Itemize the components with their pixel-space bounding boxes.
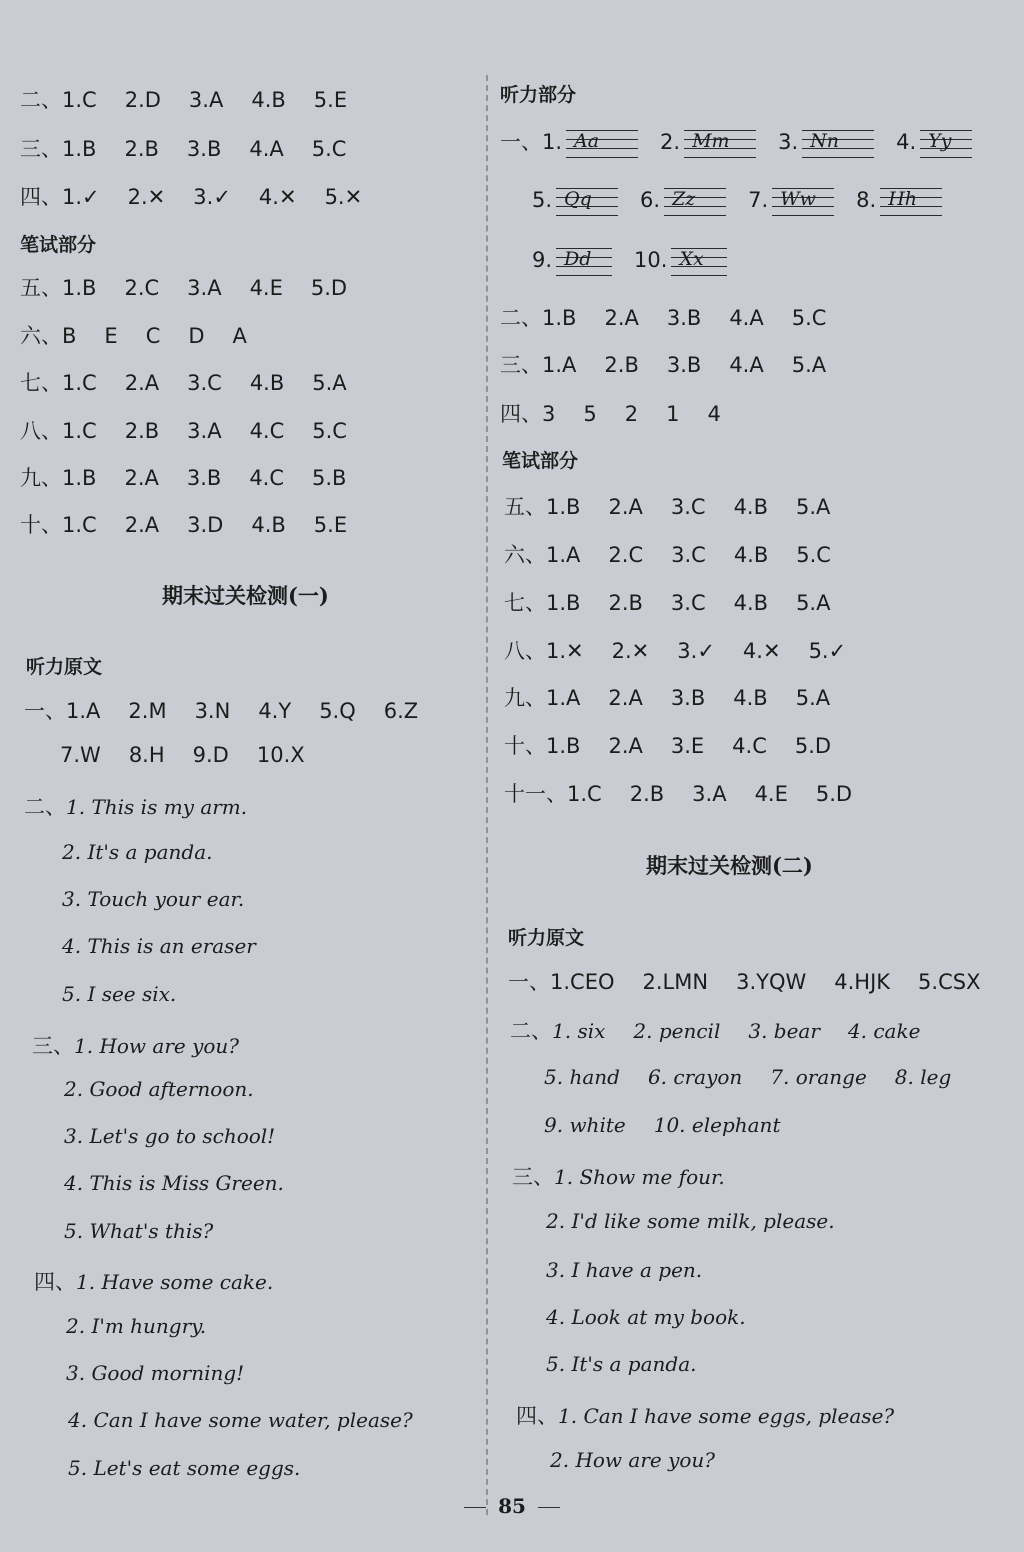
answer: 2.LMN	[642, 970, 709, 994]
transcript-line: 4. This is an eraser	[62, 934, 256, 958]
answer: 4	[707, 402, 721, 426]
transcript-text: 6. crayon	[647, 1065, 743, 1089]
writing-lines	[556, 246, 612, 276]
transcript-line: 2. I'd like some milk, please.	[546, 1209, 835, 1233]
transcript-line: 4. This is Miss Green.	[64, 1171, 284, 1195]
letter-pair: Hh	[888, 188, 917, 210]
answer: 3.A	[188, 88, 224, 112]
section-prefix: 三、	[512, 1165, 554, 1189]
answer: 1.A	[66, 699, 101, 723]
answer: 5.E	[313, 88, 348, 112]
answer: 1.C	[567, 782, 602, 806]
answer-line	[500, 302, 826, 332]
transcript-text: 3. bear	[748, 1019, 820, 1043]
answer-line	[500, 398, 721, 428]
section-prefix: 十一、	[504, 782, 567, 806]
item-number: 9.	[532, 248, 553, 272]
answer: 1.CEO	[550, 970, 615, 994]
handwriting-item	[532, 186, 640, 216]
section-prefix: 八、	[20, 419, 62, 443]
answer: 10.X	[256, 743, 305, 767]
item-number: 7.	[748, 188, 769, 212]
answer: 5.C	[796, 543, 831, 567]
handwriting-row	[532, 246, 727, 276]
transcript-line: 5. It's a panda.	[546, 1352, 697, 1376]
handwriting-item	[634, 246, 727, 276]
letter-pair: Mm	[692, 130, 730, 152]
answer-line	[20, 462, 346, 492]
section-prefix: 一、	[500, 130, 542, 154]
answer: 4.E	[249, 276, 283, 300]
answer: 2.A	[608, 686, 643, 710]
transcript-text: 1. six	[552, 1019, 606, 1043]
answer: 1.B	[546, 591, 581, 615]
section-heading: 笔试部分	[502, 450, 579, 472]
answer: 2.A	[608, 495, 643, 519]
answer-line	[504, 539, 831, 569]
answer: C	[145, 324, 161, 348]
transcript-line: 2. Good afternoon.	[64, 1077, 254, 1101]
transcript-text: 7. orange	[770, 1065, 867, 1089]
answer: 2.✕	[611, 639, 650, 663]
transcript-line: 5. What's this?	[64, 1219, 214, 1243]
answer: 4.B	[733, 543, 769, 567]
answer-line	[504, 682, 830, 712]
answer: 4.A	[729, 353, 764, 377]
answer: 3.C	[670, 591, 706, 615]
answer: 3.N	[194, 699, 231, 723]
transcript-line	[544, 1065, 951, 1089]
transcript-line	[32, 1030, 239, 1060]
answer: 1.A	[546, 686, 581, 710]
answer-line	[20, 320, 247, 350]
answer: 5	[583, 402, 597, 426]
page-number	[0, 1494, 1024, 1518]
answer: 5.✓	[808, 639, 847, 663]
answer: 5.E	[313, 513, 348, 537]
answer: 4.✕	[258, 185, 297, 209]
transcript-line	[516, 1400, 894, 1430]
answer: 4.B	[733, 591, 769, 615]
answer: 2.A	[608, 734, 643, 758]
answer-line	[20, 272, 347, 302]
transcript-line: 3. Good morning!	[66, 1361, 245, 1385]
section-prefix: 四、	[516, 1404, 558, 1428]
section-heading: 听力原文	[508, 927, 585, 949]
transcript-text: 2. pencil	[633, 1019, 721, 1043]
section-prefix: 一、	[508, 970, 550, 994]
answer: 5.B	[312, 466, 347, 490]
answer: 5.✕	[324, 185, 363, 209]
answer: 5.D	[815, 782, 853, 806]
answer-line	[504, 491, 830, 521]
transcript-line: 3. Touch your ear.	[62, 887, 245, 911]
answer: 4.Y	[258, 699, 292, 723]
section-prefix: 二、	[510, 1019, 552, 1043]
answer: 3.B	[186, 466, 222, 490]
transcript-line: 4. Look at my book.	[546, 1305, 746, 1329]
transcript-line: 2. How are you?	[550, 1448, 716, 1472]
section-prefix: 十、	[20, 513, 62, 537]
letter-pair: Ww	[780, 188, 816, 210]
answer: 2.C	[608, 543, 644, 567]
answer: 1.A	[546, 543, 581, 567]
answer: 3.B	[666, 353, 702, 377]
section-heading: 听力部分	[500, 84, 577, 106]
section-prefix: 十、	[504, 734, 546, 758]
handwriting-item	[640, 186, 748, 216]
answer: 3.A	[692, 782, 727, 806]
answer: 2.A	[124, 513, 160, 537]
answer: 1.B	[62, 137, 97, 161]
transcript-text: 1. Show me four.	[554, 1165, 725, 1189]
section-heading: 笔试部分	[20, 234, 97, 256]
answer: 1	[666, 402, 680, 426]
answer: 1.C	[62, 513, 97, 537]
transcript-text: 1. Can I have some eggs, please?	[558, 1404, 895, 1428]
writing-lines	[880, 186, 942, 216]
section-prefix: 九、	[504, 686, 546, 710]
answer: 1.B	[62, 466, 97, 490]
transcript-line: 5. I see six.	[62, 982, 177, 1006]
writing-lines	[566, 128, 638, 158]
answer: 4.E	[754, 782, 788, 806]
answer-line	[504, 730, 831, 760]
answer: 3.C	[187, 371, 222, 395]
answer: 2.A	[124, 371, 160, 395]
writing-lines	[684, 128, 756, 158]
answer: 2.A	[124, 466, 159, 490]
test-title: 期末过关检测(二)	[646, 853, 813, 878]
answer: 4.B	[249, 371, 285, 395]
answer: E	[104, 324, 118, 348]
section-prefix: 一、	[24, 699, 66, 723]
answer: 8.H	[128, 743, 165, 767]
transcript-line	[24, 791, 247, 821]
answer-line	[500, 349, 826, 379]
answer: 2.B	[604, 353, 639, 377]
answer: 1.✓	[62, 185, 100, 209]
answer: 4.B	[251, 513, 286, 537]
section-prefix: 二、	[500, 306, 542, 330]
answer: 2.C	[124, 276, 160, 300]
section-prefix: 五、	[20, 276, 62, 300]
transcript-text: 1. This is my arm.	[66, 795, 248, 819]
letter-pair: Yy	[928, 130, 952, 152]
writing-lines	[920, 128, 972, 158]
handwriting-item	[532, 246, 634, 276]
transcript-text: 5. hand	[544, 1065, 620, 1089]
transcript-line: 4. Can I have some water, please?	[68, 1408, 413, 1432]
section-prefix: 九、	[20, 466, 62, 490]
transcript-line	[512, 1161, 725, 1191]
transcript-line: 3. Let's go to school!	[64, 1124, 276, 1148]
answer: 2.✕	[127, 185, 166, 209]
letter-pair: Xx	[679, 248, 704, 270]
answer: 3.E	[670, 734, 705, 758]
item-number: 4.	[896, 130, 917, 154]
handwriting-item	[542, 128, 660, 158]
answer: 1.B	[546, 734, 581, 758]
item-number: 5.	[532, 188, 553, 212]
section-prefix: 六、	[504, 543, 546, 567]
answer: 3.✓	[193, 185, 231, 209]
transcript-line: 2. It's a panda.	[62, 840, 213, 864]
transcript-text: 8. leg	[894, 1065, 952, 1089]
answer: 4.B	[733, 686, 768, 710]
answer: 1.C	[62, 371, 97, 395]
answer: 2	[624, 402, 639, 426]
section-prefix: 四、	[500, 402, 542, 426]
transcript-text: 1. Have some cake.	[76, 1270, 274, 1294]
answer: 1.C	[62, 88, 97, 112]
transcript-line: 2. I'm hungry.	[66, 1314, 207, 1338]
writing-lines	[772, 186, 834, 216]
section-prefix: 二、	[20, 88, 62, 112]
answer: 2.M	[128, 699, 167, 723]
answer: 3.A	[187, 419, 222, 443]
answer: 4.C	[249, 466, 285, 490]
item-number: 8.	[856, 188, 877, 212]
answer: 3.C	[671, 543, 706, 567]
section-heading: 听力原文	[26, 656, 103, 678]
writing-lines	[802, 128, 874, 158]
section-prefix: 三、	[500, 353, 542, 377]
answer: 1.✕	[546, 639, 584, 663]
transcript-text: 9. white	[544, 1113, 626, 1137]
answer: B	[62, 324, 77, 348]
answer: 4.C	[249, 419, 285, 443]
answer: 4.B	[251, 88, 286, 112]
answer: 1.A	[542, 353, 577, 377]
answer: 2.B	[124, 137, 159, 161]
item-number: 6.	[640, 188, 661, 212]
answer: 2.A	[604, 306, 639, 330]
section-prefix: 二、	[24, 795, 66, 819]
handwriting-item	[856, 186, 942, 216]
answer: 3.✓	[677, 639, 715, 663]
answer: 2.B	[124, 419, 160, 443]
handwriting-item	[896, 128, 972, 158]
letter-pair: Aa	[574, 130, 600, 152]
answer: 3.B	[670, 686, 706, 710]
answer: A	[232, 324, 247, 348]
answer: 1.C	[62, 419, 97, 443]
section-prefix: 八、	[504, 639, 546, 663]
answer: 3.D	[187, 513, 224, 537]
answer: 3.B	[666, 306, 702, 330]
answer: 5.D	[310, 276, 348, 300]
answer: 5.A	[795, 686, 831, 710]
answer-line	[508, 966, 980, 996]
answer-line	[20, 84, 347, 114]
answer: 7.W	[60, 743, 101, 767]
transcript-text: 1. How are you?	[74, 1034, 240, 1058]
answer-line	[504, 587, 830, 617]
answer: 3.A	[187, 276, 222, 300]
section-prefix: 七、	[20, 371, 62, 395]
answer: 4.C	[732, 734, 767, 758]
column-divider	[486, 75, 489, 1515]
answer: 2.D	[124, 88, 161, 112]
answer: 4.A	[249, 137, 284, 161]
answer: 4.A	[729, 306, 764, 330]
section-prefix: 六、	[20, 324, 62, 348]
handwriting-row	[500, 126, 972, 158]
answer: 2.B	[608, 591, 643, 615]
answer: 1.B	[62, 276, 97, 300]
answer-line	[20, 367, 347, 397]
transcript-line: 3. I have a pen.	[546, 1258, 703, 1282]
writing-lines	[664, 186, 726, 216]
answer: 3.YQW	[736, 970, 807, 994]
transcript-line	[544, 1113, 780, 1137]
section-prefix: 七、	[504, 591, 546, 615]
transcript-line: 5. Let's eat some eggs.	[68, 1456, 301, 1480]
answer: 4.HJK	[834, 970, 891, 994]
answer: 5.A	[312, 371, 347, 395]
answer-line	[504, 635, 846, 665]
section-prefix: 四、	[20, 185, 62, 209]
answer: 1.B	[546, 495, 581, 519]
section-prefix: 三、	[32, 1034, 74, 1058]
page-number-text: 85	[498, 1494, 526, 1518]
answer: 5.A	[791, 353, 827, 377]
answer-line	[20, 509, 347, 539]
test-title: 期末过关检测(一)	[162, 583, 329, 608]
handwriting-item	[778, 128, 896, 158]
handwriting-row	[532, 186, 942, 216]
answer: 5.D	[794, 734, 832, 758]
handwriting-item	[748, 186, 856, 216]
answer: 5.C	[791, 306, 827, 330]
answer: 5.A	[796, 495, 831, 519]
answer-line	[60, 743, 305, 767]
answer: 3.B	[186, 137, 222, 161]
transcript-text: 10. elephant	[653, 1113, 781, 1137]
transcript-line	[510, 1015, 920, 1045]
item-number: 2.	[660, 130, 681, 154]
letter-pair: Zz	[672, 188, 696, 210]
answer: 2.B	[629, 782, 665, 806]
item-number: 10.	[634, 248, 668, 272]
answer: 5.CSX	[918, 970, 981, 994]
answer: 6.Z	[383, 699, 419, 723]
answer: 5.C	[312, 419, 347, 443]
answer: 3	[542, 402, 556, 426]
answer: 3.C	[670, 495, 706, 519]
answer: 5.C	[311, 137, 347, 161]
letter-pair: Dd	[564, 248, 592, 270]
answer: 9.D	[192, 743, 229, 767]
item-number: 3.	[778, 130, 799, 154]
answer-line	[20, 415, 347, 445]
handwriting-item	[660, 128, 778, 158]
answer: 5.A	[796, 591, 831, 615]
section-prefix: 三、	[20, 137, 62, 161]
item-number: 1.	[542, 130, 563, 154]
answer: 5.Q	[319, 699, 356, 723]
section-prefix: 五、	[504, 495, 546, 519]
answer-line	[20, 133, 346, 163]
answer: D	[188, 324, 205, 348]
letter-pair: Qq	[564, 188, 592, 210]
writing-lines	[556, 186, 618, 216]
answer: 4.✕	[742, 639, 781, 663]
answer: 4.B	[733, 495, 769, 519]
answer-line	[24, 695, 418, 725]
section-prefix: 四、	[34, 1270, 76, 1294]
transcript-line	[34, 1266, 273, 1296]
writing-lines	[671, 246, 727, 276]
transcript-text: 4. cake	[847, 1019, 921, 1043]
answer: 1.B	[542, 306, 577, 330]
letter-pair: Nn	[810, 130, 840, 152]
answer-line	[504, 778, 852, 808]
answer-line	[20, 181, 362, 211]
